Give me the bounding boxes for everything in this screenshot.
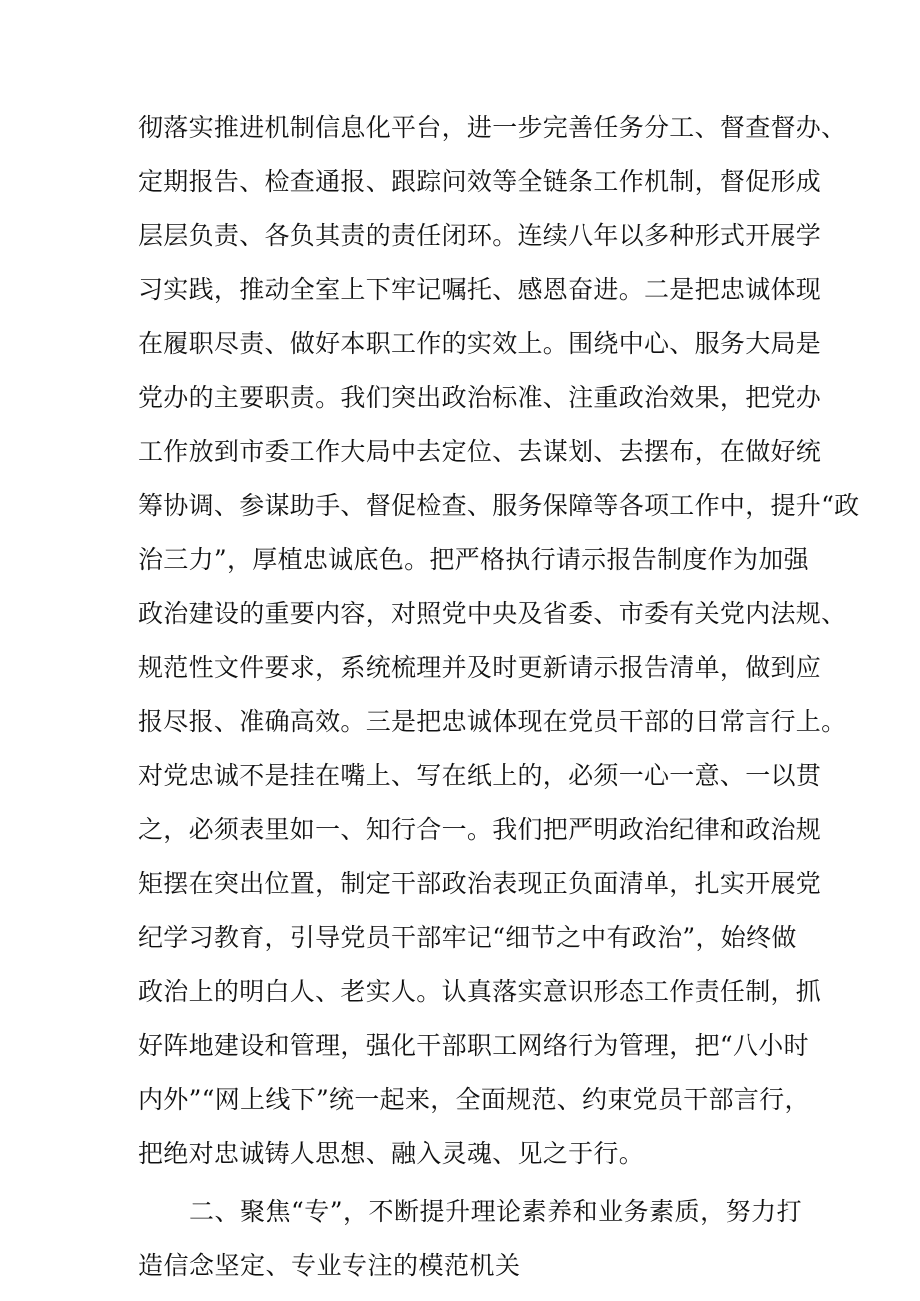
body-text-line: 党办的主要职责。我们突出政治标准、注重政治效果，把党办 [138,383,822,412]
body-text-line: 政治上的明白人、老实人。认真落实意识形态工作责任制，抓 [138,977,822,1006]
body-text-line: 好阵地建设和管理，强化干部职工网络行为管理，把“八小时 [138,1031,809,1060]
body-text-line: 之，必须表里如一、知行合一。我们把严明政治纪律和政治规 [138,815,822,844]
section-heading-line: 二、聚焦“专”，不断提升理论素养和业务素质，努力打 [138,1197,803,1226]
body-text-line: 内外”“网上线下”统一起来，全面规范、约束党员干部言行， [138,1085,810,1114]
body-text-line: 习实践，推动全室上下牢记嘱托、感恩奋进。二是把忠诚体现 [138,275,822,304]
body-text-line: 对党忠诚不是挂在嘴上、写在纸上的，必须一心一意、一以贯 [138,761,822,790]
body-text-line: 规范性文件要求，系统梳理并及时更新请示报告清单，做到应 [138,653,822,682]
body-text-line: 治三力”，厚植忠诚底色。把严格执行请示报告制度作为加强 [138,545,809,574]
body-text-line: 筹协调、参谋助手、督促检查、服务保障等各项工作中，提升“政 [138,491,860,520]
body-text-line: 层层负责、各负其责的责任闭环。连续八年以多种形式开展学 [138,221,822,250]
body-text-line: 彻落实推进机制信息化平台，进一步完善任务分工、督查督办、 [138,113,847,142]
body-text-line: 在履职尽责、做好本职工作的实效上。围绕中心、服务大局是 [138,329,822,358]
body-text-line: 定期报告、检查通报、跟踪问效等全链条工作机制，督促形成 [138,167,822,196]
body-text-line: 工作放到市委工作大局中去定位、去谋划、去摆布，在做好统 [138,437,822,466]
body-text-line: 报尽报、准确高效。三是把忠诚体现在党员干部的日常言行上。 [138,707,847,736]
body-text-line: 把绝对忠诚铸人思想、融入灵魂、见之于行。 [138,1139,645,1168]
body-text-line: 矩摆在突出位置，制定干部政治表现正负面清单，扎实开展党 [138,869,822,898]
body-text-line: 政治建设的重要内容，对照党中央及省委、市委有关党内法规、 [138,599,847,628]
body-text-line: 纪学习教育，引导党员干部牢记“细节之中有政治”，始终做 [138,923,797,952]
section-heading-line: 造信念坚定、专业专注的模范机关 [138,1251,521,1280]
